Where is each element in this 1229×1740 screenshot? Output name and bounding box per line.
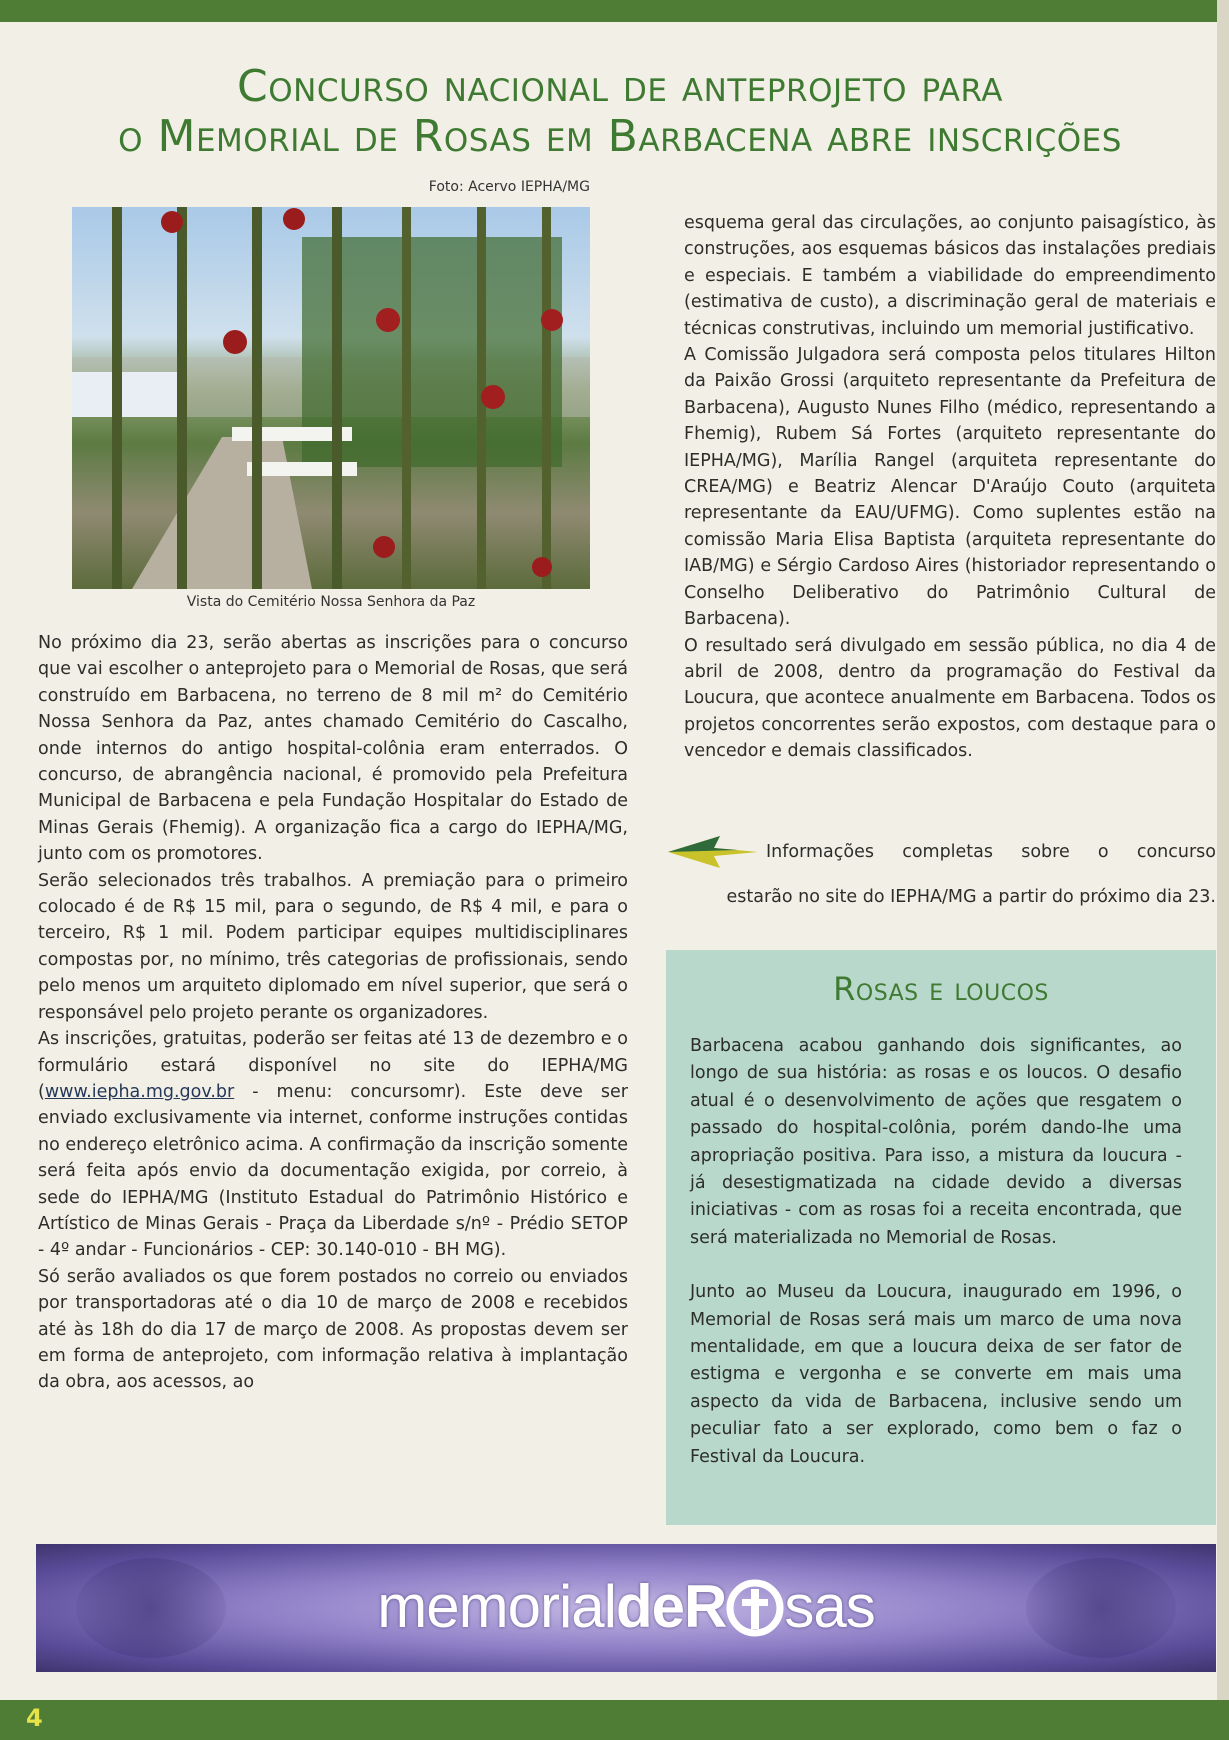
title-line-2: o Memorial de Rosas em Barbacena abre inscrições — [118, 111, 1122, 162]
iepha-website-link[interactable]: www.iepha.mg.gov.br — [44, 1081, 235, 1102]
photo-caption: Vista do Cemitério Nossa Senhora da Paz — [186, 594, 476, 610]
inscricoes-text-start: As inscrições, gratuitas, poderão ser feitas até 13 de dezembro e o formulário estará disponível no site do IEPHA/MG ( — [38, 1029, 628, 1102]
memorial-logo — [36, 1572, 1216, 1642]
sidebar-paragraph-1: Barbacena acabou ganhando dois significantes, ao longo de sua história: as rosas e os loucos. O desafio atual é o desenvolvimento de ações que resgatem o passado do hospital-colônia, porém dando-lhe uma apropriação positiva. Para isso, a mistura da loucura - já desestigmatizada na cidade devido a diversas iniciativas - com as rosas foi a receita encontrada, que será materializada no Memorial de Rosas. — [690, 1036, 1182, 1248]
title-line-1: Concurso nacional de anteprojeto para — [237, 61, 1003, 112]
paragraph-esquema: esquema geral das circulações, ao conjunto paisagístico, às construções, aos esquemas básicos das instalações prediais e especiais. E também a viabilidade do empreendimento (estimativa de custo), a discriminação geral de materiais e técnicas construtivas, incluindo um memorial justificativo. — [684, 213, 1216, 339]
info-line-1: Informações completas sobre o concurso — [766, 841, 1216, 862]
photo-credit: Foto: Acervo IEPHA/MG — [428, 179, 590, 195]
cemetery-photo — [72, 207, 590, 589]
logo-text-memorial: memorial — [377, 1573, 616, 1640]
left-column — [38, 630, 628, 1396]
sidebar-box — [666, 950, 1216, 1525]
top-color-band — [0, 0, 1229, 22]
sidebar-paragraph-2: Junto ao Museu da Loucura, inaugurado em 1996, o Memorial de Rosas será mais um marco de uma nova mentalidade, em que a loucura deixa de ser fator de estigma e vergonha e se converte em mais uma aspecto da vida de Barbacena, inclusive sendo um peculiar fato a ser explorado, como bem o faz o Festival da Loucura. — [690, 1282, 1182, 1467]
paragraph-inscricoes — [38, 1026, 628, 1264]
memorial-banner — [36, 1544, 1216, 1672]
logo-text-sas: sas — [784, 1573, 875, 1640]
sidebar-title: Rosas e loucos — [833, 970, 1049, 1008]
right-column — [684, 210, 1216, 765]
logo-text-de-r: deR — [615, 1573, 727, 1640]
info-callout — [668, 830, 1216, 910]
paragraph-resultado: O resultado será divulgado em sessão pública, no dia 4 de abril de 2008, dentro da programação do Festival da Loucura, que acontece anualmente em Barbacena. Todos os projetos concorrentes serão expostos, com destaque para o vencedor e demais classificados. — [684, 635, 1216, 762]
bottom-color-band — [0, 1700, 1229, 1740]
paragraph-comissao: A Comissão Julgadora será composta pelos titulares Hilton da Paixão Grossi (arquiteto representante da Prefeitura de Barbacena), Augusto Nunes Filho (médico, representando a Fhemig), Rubem Sá Fortes (arquiteto representante do IEPHA/MG), Marília Rangel (arquiteta representante do CREA/MG) e Beatriz Alencar D'Araújo Couto (arquiteta representante da EAU/UFMG). Como suplentes estão na comissão Maria Elisa Baptista (arquiteta representante do IAB/MG) e Sérgio Cardoso Aires (historiador representando o Conselho Deliberativo do Patrimônio Cultural de Barbacena). — [684, 345, 1216, 630]
arrow-icon — [668, 830, 758, 874]
info-row — [668, 830, 1216, 874]
paragraph-premiacao: Serão selecionados três trabalhos. A premiação para o primeiro colocado é de R$ 15 mil, para o segundo, de R$ 4 mil, e para o terceiro, R$ 1 mil. Podem participar equipes multidisciplinares compostas por, no mínimo, três categorias de profissionais, sendo pelo menos um arquiteto diplomado em nível superior, que será o responsável pelo projeto perante os organizadores. — [38, 870, 628, 1023]
cross-o-icon — [726, 1579, 784, 1637]
paragraph-postagem: Só serão avaliados os que forem postados no correio ou enviados por transportadoras até o dia 10 de março de 2008 e recebidos até às 18h do dia 17 de março de 2008. As propostas devem ser em forma de anteprojeto, com informação relativa à implantação da obra, aos acessos, ao — [38, 1266, 628, 1393]
info-line-2: estarão no site do IEPHA/MG a partir do próximo dia 23. — [726, 887, 1216, 907]
cemetery-photo-illustration — [72, 207, 590, 589]
sidebar-body — [690, 1033, 1182, 1498]
inscricoes-text-end: - menu: concursomr). Este deve ser enviado exclusivamente via internet, conforme instruções contidas no endereço eletrônico acima. A confirmação da inscrição somente será feita após envio da documentação exigida, por correio, à sede do IEPHA/MG (Instituto Estadual do Patrimônio Histórico e Artístico de Minas Gerais - Praça da Liberdade s/nº - Prédio SETOP - 4º andar - Funcionários - CEP: 30.140-010 - BH MG). — [38, 1081, 628, 1261]
page-number: 4 — [26, 1704, 43, 1732]
paragraph-intro: No próximo dia 23, serão abertas as inscrições para o concurso que vai escolher o anteprojeto para o Memorial de Rosas, que será construído em Barbacena, no terreno de 8 mil m² do Cemitério Nossa Senhora da Paz, antes chamado Cemitério do Cascalho, onde internos do antigo hospital-colônia eram enterrados. O concurso, de abrangência nacional, é promovido pela Prefeitura Municipal de Barbacena e pela Fundação Hospitalar do Estado de Minas Gerais (Fhemig). A organização fica a cargo do IEPHA/MG, junto com os promotores. — [38, 633, 628, 865]
page-edge — [1217, 0, 1229, 1740]
article-title — [20, 62, 1220, 162]
